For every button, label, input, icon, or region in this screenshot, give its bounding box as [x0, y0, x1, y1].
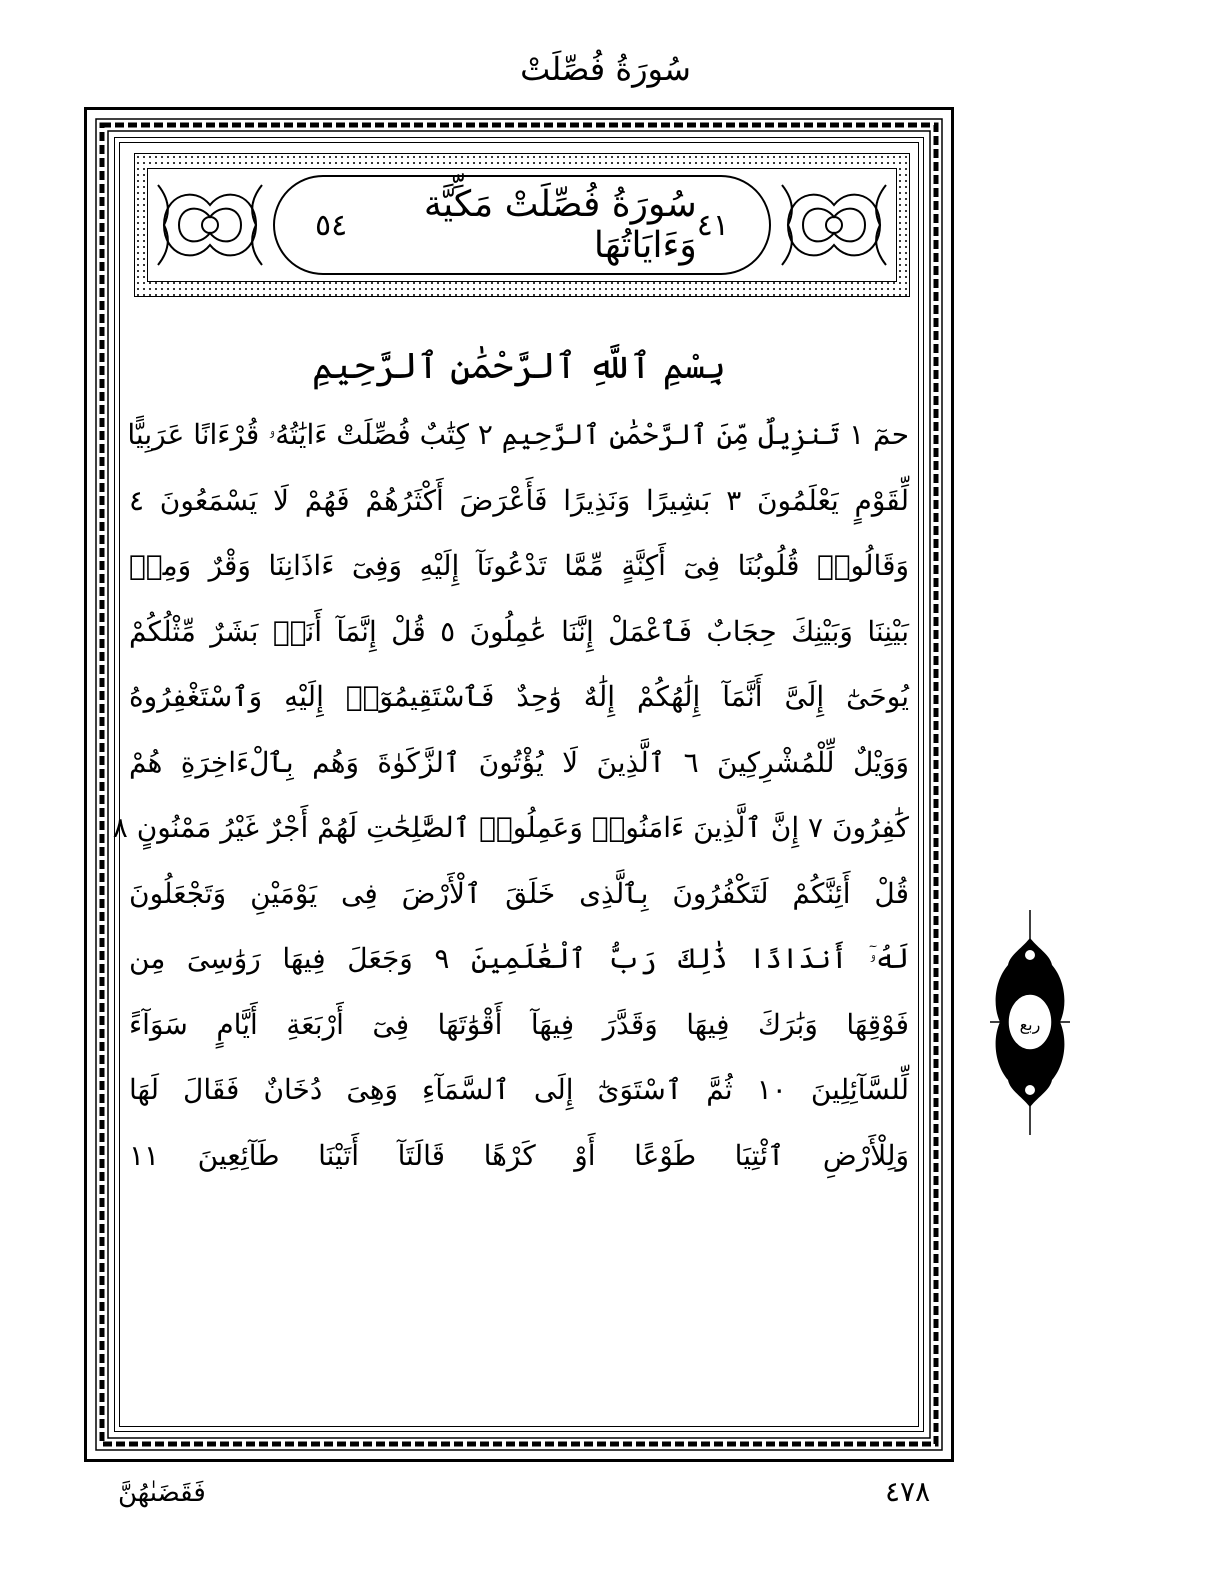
verse-line: بَيْنِنَا وَبَيْنِكَ حِجَابٌ فَٱعْمَلْ إِنَّنَا عَٰمِلُونَ ٥ قُلْ إِنَّمَآ أَنَا۠ بَشَرٌ مِّثْلُكُمْ: [129, 614, 909, 648]
surah-cartouche: [273, 175, 771, 275]
verse-line: وَقَالُوا۟ قُلُوبُنَا فِىٓ أَكِنَّةٍ مِّمَّا تَدْعُونَآ إِلَيْهِ وَفِىٓ ءَاذَانِنَا وَقْرٌ وَمِنۢ: [129, 549, 909, 582]
verse-line: حمٓ ١ تَنزِيلٌ مِّنَ ٱلرَّحْمَٰنِ ٱلرَّحِيمِ ٢ كِتَٰبٌ فُصِّلَتْ ءَايَٰتُهُۥ قُرْءَانًا عَرَبِيًّا: [127, 418, 909, 451]
verse-line: يُوحَىٰٓ إِلَىَّ أَنَّمَآ إِلَٰهُكُمْ إِلَٰهٌ وَٰحِدٌ فَٱسْتَقِيمُوٓا۟ إِلَيْهِ وَٱسْتَغْفِرُوهُ: [129, 680, 909, 713]
ayah-count: ٥٤: [315, 207, 348, 243]
verse-text-block: [112, 332, 909, 1188]
verse-line: وَوَيْلٌ لِّلْمُشْرِكِينَ ٦ ٱلَّذِينَ لَا يُؤْتُونَ ٱلزَّكَوٰةَ وَهُم بِٱلْءَاخِرَةِ هُمْ: [129, 745, 909, 779]
surah-title: سُورَةُ فُصِّلَتْ مَكِّيَّة وَءَايَاتُهَا: [423, 184, 697, 266]
basmala: بِسْمِ ٱللَّهِ ٱلرَّحْمَٰنِ ٱلرَّحِيمِ: [311, 346, 727, 387]
arabesque-left-ornament: [154, 175, 266, 275]
page-number: ٤٧٨: [885, 1475, 931, 1508]
hizb-marker-label: ربع: [1019, 1015, 1041, 1034]
page-frame: [84, 107, 954, 1462]
verse-line: وَلِلْأَرْضِ ٱئْتِيَا طَوْعًا أَوْ كَرْهًا قَالَتَآ أَتَيْنَا طَآئِعِينَ ١١: [129, 1138, 909, 1172]
surah-header: [134, 153, 910, 297]
verse-line: قُلْ أَئِنَّكُمْ لَتَكْفُرُونَ بِٱلَّذِى خَلَقَ ٱلْأَرْضَ فِى يَوْمَيْنِ وَتَجْعَلُونَ: [129, 876, 909, 910]
hizb-marker-ornament: [990, 910, 1070, 1135]
running-title: سُورَةُ فُصِّلَتْ: [520, 50, 691, 88]
catchword: فَقَضَىٰهُنَّ: [118, 1478, 206, 1508]
verse-line: لَهُۥٓ أَندَادًا ذَٰلِكَ رَبُّ ٱلْعَٰلَمِينَ ٩ وَجَعَلَ فِيهَا رَوَٰسِىَ مِن: [129, 942, 909, 975]
verse-line: لِّقَوْمٍ يَعْلَمُونَ ٣ بَشِيرًا وَنَذِيرًا فَأَعْرَضَ أَكْثَرُهُمْ فَهُمْ لَا يَسْمَعُونَ ٤: [129, 483, 909, 517]
surah-header-panel: [147, 168, 897, 282]
verse-line: لِّلسَّآئِلِينَ ١٠ ثُمَّ ٱسْتَوَىٰٓ إِلَى ٱلسَّمَآءِ وَهِىَ دُخَانٌ فَقَالَ لَهَا: [129, 1073, 909, 1106]
arabesque-right-ornament: [778, 175, 890, 275]
surah-number: ٤١: [696, 207, 729, 243]
verse-line: فَوْقِهَا وَبَٰرَكَ فِيهَا وَقَدَّرَ فِيهَآ أَقْوَٰتَهَا فِىٓ أَرْبَعَةِ أَيَّامٍ سَوَآءً: [129, 1007, 909, 1041]
verse-line: كَٰفِرُونَ ٧ إِنَّ ٱلَّذِينَ ءَامَنُوا۟ وَعَمِلُوا۟ ٱلصَّٰلِحَٰتِ لَهُمْ أَجْرٌ غَيْرُ مَمْنُونٍ ٨: [112, 811, 909, 844]
